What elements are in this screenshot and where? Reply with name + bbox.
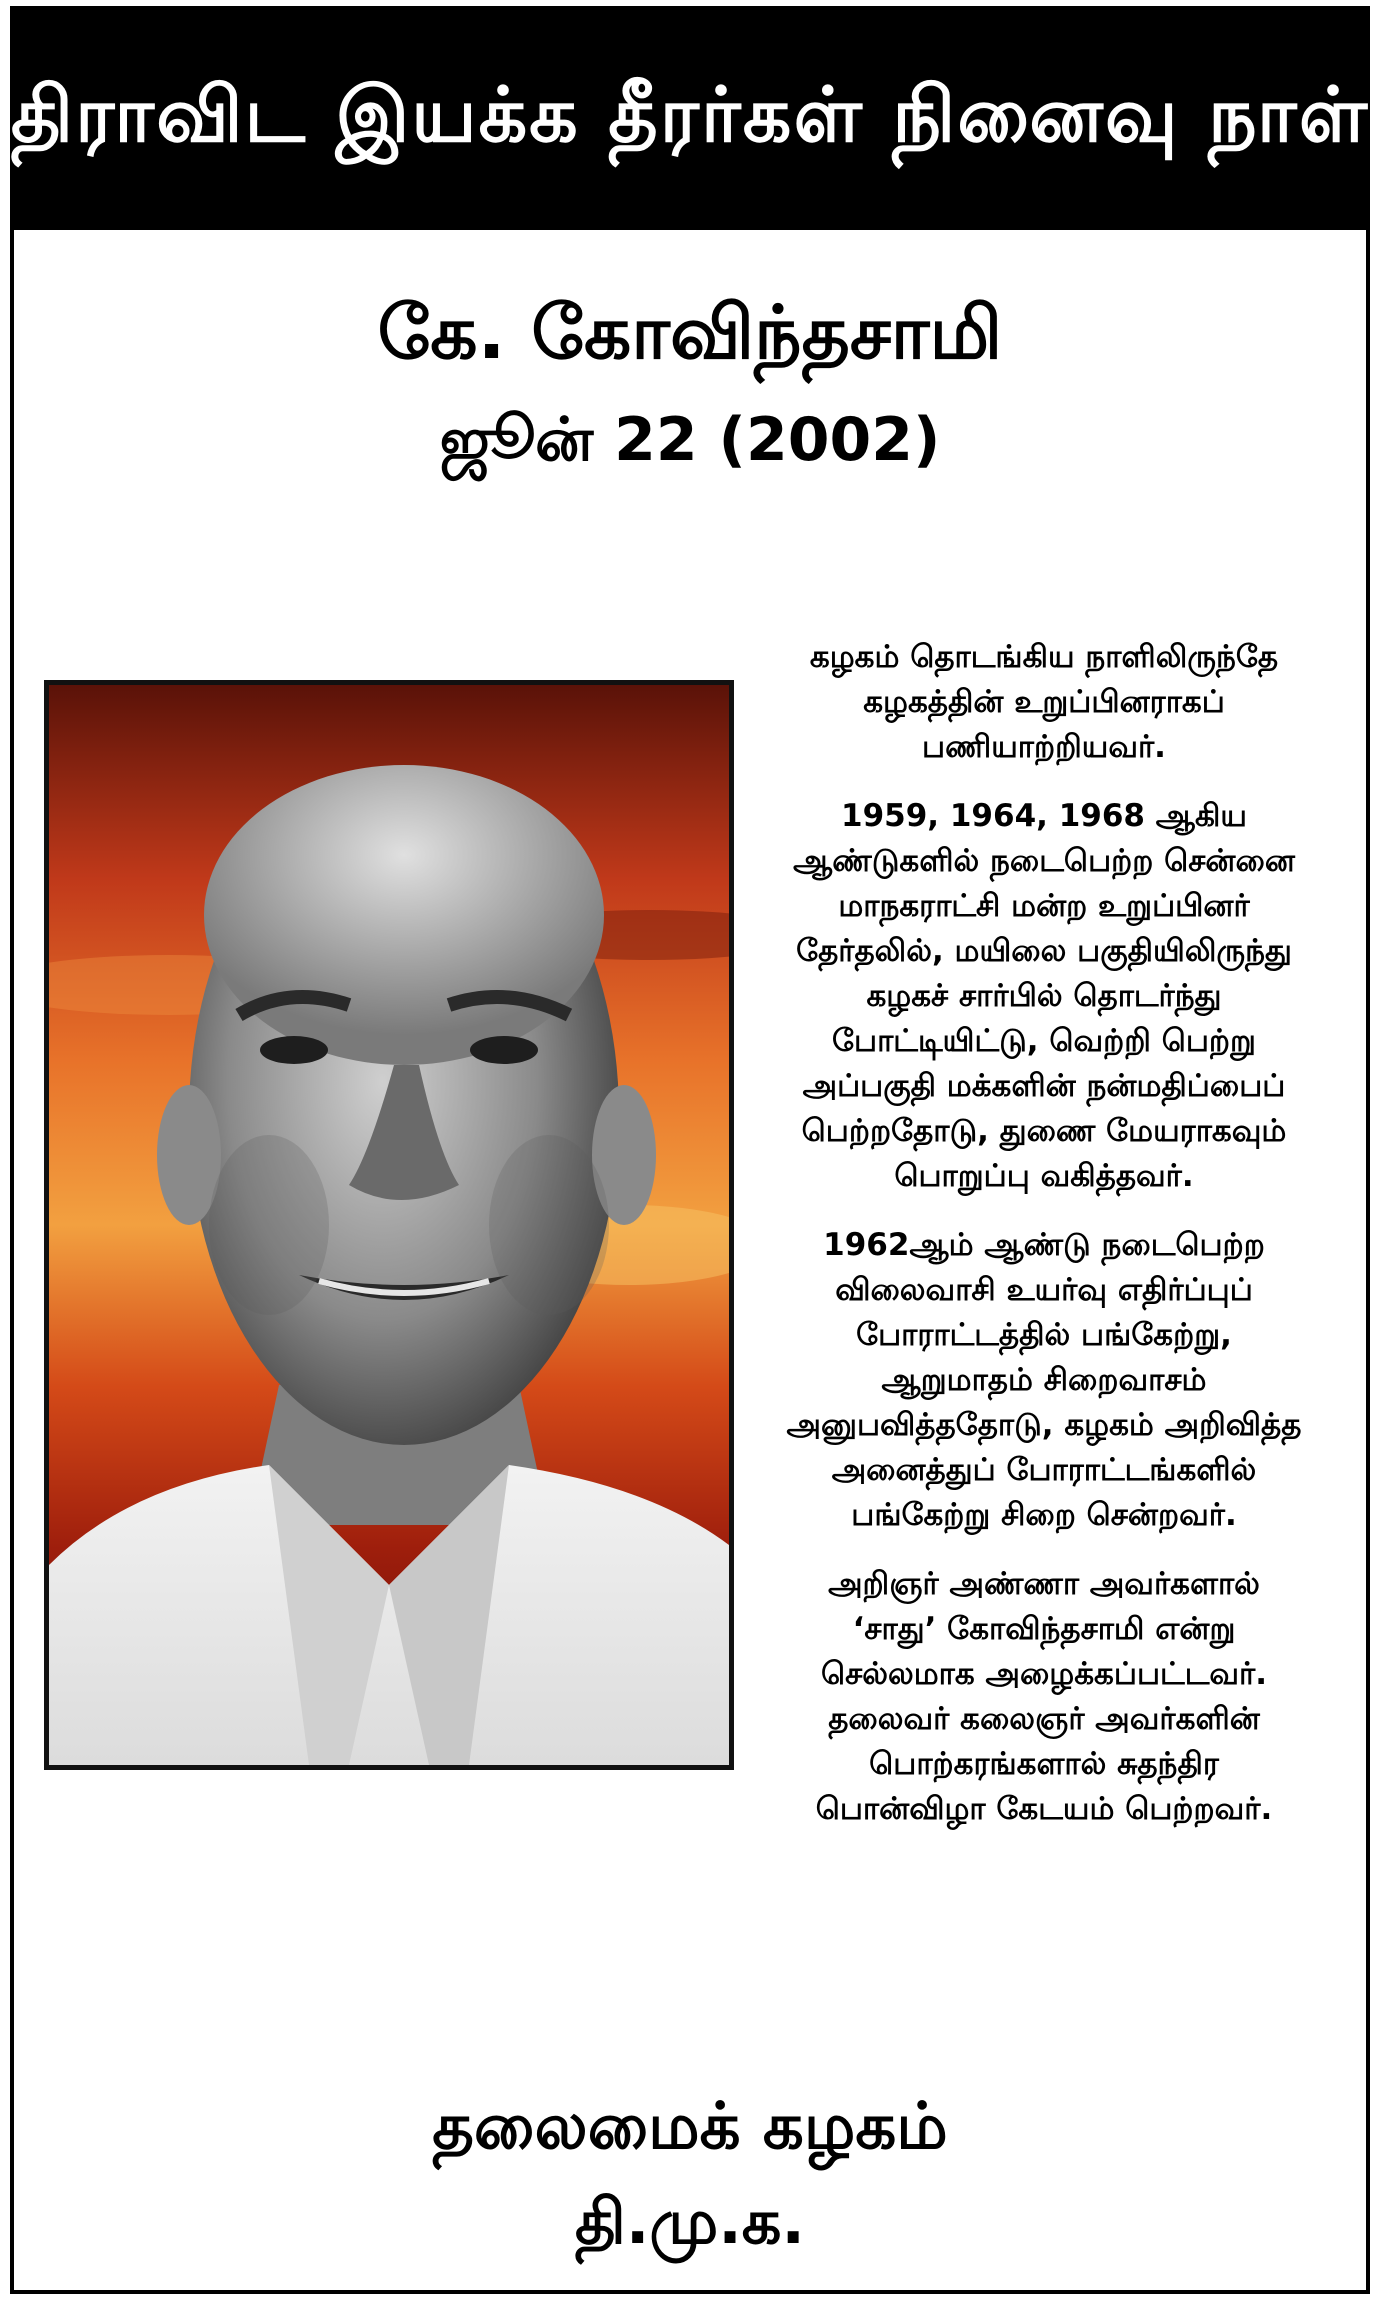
bio-line: பெற்றதோடு, துணை மேயராகவும் <box>801 1113 1287 1149</box>
bio-line: 1962ஆம் ஆண்டு நடைபெற்ற <box>823 1227 1265 1263</box>
bio-line: பொறுப்பு வகித்தவர். <box>894 1158 1194 1194</box>
bio-line: ‘சாது’ கோவிந்தசாமி என்று <box>852 1611 1236 1647</box>
bio-line: அனைத்துப் போராட்டங்களில் <box>831 1452 1257 1488</box>
bio-line: மாநகராட்சி மன்ற உறுப்பினர் <box>838 888 1250 924</box>
bio-paragraph <box>744 794 1344 1199</box>
bio-line: பங்கேற்று சிறை சென்றவர். <box>851 1497 1237 1533</box>
header-banner <box>10 10 1370 230</box>
bio-line: போராட்டத்தில் பங்கேற்று, <box>856 1317 1232 1353</box>
memorial-notice <box>10 6 1370 2294</box>
bio-line: அப்பகுதி மக்களின் நன்மதிப்பைப் <box>802 1068 1286 1104</box>
banner-title: திராவிட இயக்க தீரர்கள் நினைவு நாள் <box>10 70 1370 159</box>
bio-line: தேர்தலில், மயிலை பகுதியிலிருந்து <box>796 933 1292 969</box>
footer-party-name: தி.மு.க. <box>575 2185 805 2258</box>
person-name: கே. கோவிந்தசாமி <box>377 290 1003 376</box>
bio-line: பணியாற்றியவர். <box>922 729 1166 765</box>
bio-paragraph <box>744 1562 1344 1832</box>
bio-line: ஆண்டுகளில் நடைபெற்ற சென்னை <box>793 843 1295 879</box>
biography-text <box>744 635 1344 1856</box>
bio-line: விலைவாசி உயர்வு எதிர்ப்புப் <box>835 1272 1253 1308</box>
bio-paragraph <box>744 635 1344 770</box>
memorial-date: ஜூன் 22 (2002) <box>439 405 941 475</box>
bio-line: ஆறுமாதம் சிறைவாசம் <box>881 1362 1207 1398</box>
bio-line: கழகம் தொடங்கிய நாளிலிருந்தே <box>809 639 1279 675</box>
bio-line: செல்லமாக அழைக்கப்பட்டவர். <box>820 1656 1268 1692</box>
bio-line: அனுபவித்ததோடு, கழகம் அறிவித்த <box>786 1407 1302 1443</box>
bio-line: அறிஞர் அண்ணா அவர்களால் <box>828 1566 1260 1602</box>
bio-line: போட்டியிட்டு, வெற்றி பெற்று <box>832 1023 1256 1059</box>
bio-paragraph <box>744 1223 1344 1538</box>
bio-line: பொற்கரங்களால் சுதந்திர <box>869 1746 1219 1782</box>
bio-line: தலைவர் கலைஞர் அவர்களின் <box>828 1701 1260 1737</box>
footer-organization: தலைமைக் கழகம் <box>432 2090 948 2164</box>
bio-line: கழகத்தின் உறுப்பினராகப் <box>863 684 1225 720</box>
portrait-photo-icon <box>44 680 734 1770</box>
bio-line: கழகச் சார்பில் தொடர்ந்து <box>866 978 1222 1014</box>
bio-line: பொன்விழா கேடயம் பெற்றவர். <box>815 1791 1273 1827</box>
bio-line: 1959, 1964, 1968 ஆகிய <box>841 798 1247 834</box>
